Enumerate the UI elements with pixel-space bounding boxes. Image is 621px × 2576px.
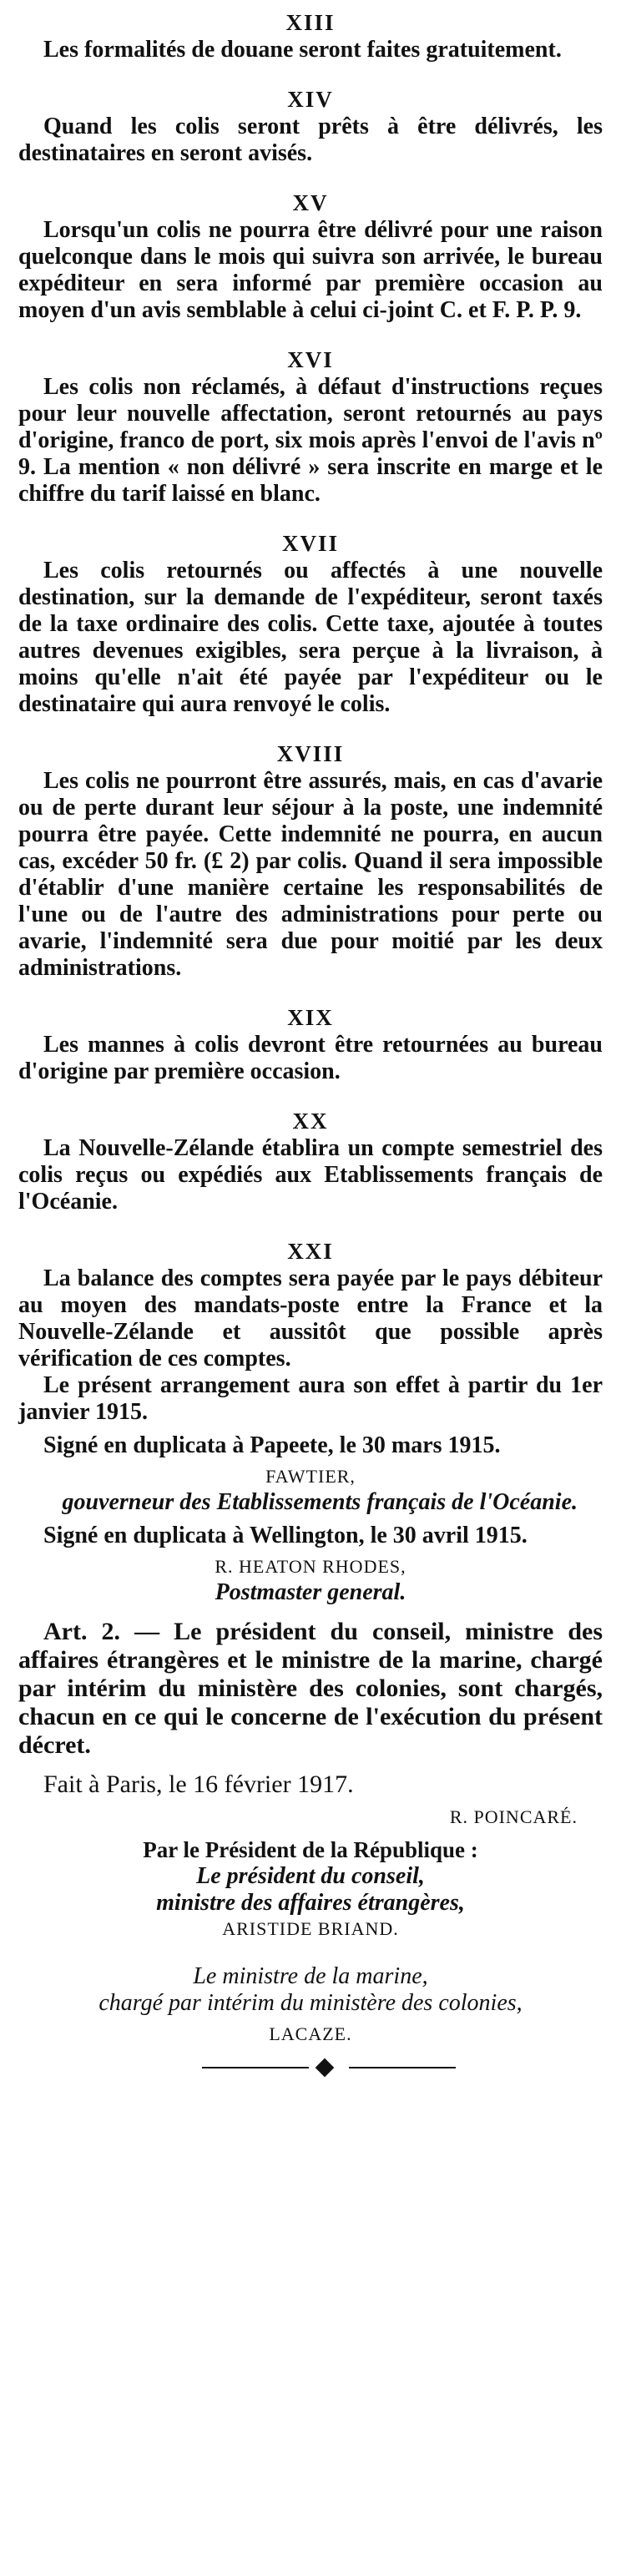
section-text: Les colis retournés ou affectés à une nouvelle destination, sur la demande de l'expéditeur, seront taxés de la taxe ordinaire des colis. Cette taxe, ajoutée à toutes autres devenues exigibles, sera perçue à la livraison, à moins qu'elle n'ait été payée par l'expéditeur ou le destinataire qui aura renvoyé le colis. [18,558,603,717]
marine-title-1: Le ministre de la marine, [193,1963,428,1989]
section-numeral: XVII [281,531,339,556]
section-xxi [18,1237,603,1426]
section-text: La balance des comptes sera payée par le pays débiteur au moyen des mandats-poste entre la France et la Nouvelle-Zélande et aussitôt que possible après vérification de ces comptes. [18,1265,603,1371]
decree-article-2 [18,1618,603,1760]
signature-papeete [18,1432,603,1516]
ornament-right-line [349,2067,456,2068]
signatory-title-rhodes: Postmaster general. [215,1579,406,1605]
section-numeral: XVI [287,347,334,372]
signed-papeete-line: Signé en duplicata à Papeete, le 30 mars 1915. [43,1432,501,1458]
par-le-president-line: Par le Président de la République : [143,1837,478,1862]
section-xx [18,1107,603,1215]
section-numeral: XV [292,190,329,215]
signatory-title-fawtier: gouverneur des Etablissements français de l'Océanie. [62,1489,578,1515]
section-text: Les mannes à colis devront être retournées au bureau d'origine par première occasion. [18,1032,603,1084]
section-xv [18,189,603,324]
section-numeral: XIII [285,10,336,35]
section-xiii [18,8,603,63]
section-text: Les colis ne pourront être assurés, mais, en cas d'avarie ou de perte durant leur séjour à la poste, une indemnité pourra être payée. Cette indemnité ne pourra, en aucun cas, excéder 50 fr. (£ 2) par colis. Quand il sera impossible d'établir d'une manière certaine les responsabilités de l'une ou de l'autre des administrations pour perte ou avarie, l'indemnité sera due pour moitié par les deux administrations. [18,768,603,981]
signatory-name-fawtier: FAWTIER, [265,1466,356,1487]
president-conseil-title-1: Le président du conseil, [196,1863,425,1889]
section-xvi [18,346,603,508]
section-xiv [18,85,603,167]
signatory-name-lacaze: LACAZE. [269,2023,352,2044]
section-text: Lorsqu'un colis ne pourra être délivré pour une raison quelconque dans le mois qui suivra son arrivée, le bureau expéditeur en sera informé par première occasion au moyen d'un avis semblable à celui ci-joint C. et F. P. P. 9. [18,217,603,323]
fait-a-paris-line: Fait à Paris, le 16 février 1917. [43,1770,354,1798]
section-text: Quand les colis seront prêts à être délivrés, les destinataires en seront avisés. [18,114,603,166]
article-2-text: Art. 2. — Le président du conseil, ministre des affaires étrangères et le ministre de la marine, chargé par intérim du ministère des colonies, sont chargés, chacun en ce qui le concerne de l'exécution du présent décret. [18,1618,603,1759]
section-text: Les colis non réclamés, à défaut d'instructions reçues pour leur nouvelle affectation, seront retournés au pays d'origine, franco de port, six mois après l'envoi de l'avis nº 9. La mention « non délivré » sera inscrite en marge et le chiffre du tarif laissé en blanc. [18,374,603,507]
section-numeral: XXI [287,1239,334,1264]
signatory-name-briand: ARISTIDE BRIAND. [222,1918,399,1939]
closing-ornament-rule [18,2055,603,2080]
section-xviii [18,740,603,982]
marine-title-2: chargé par intérim du ministère des colonies, [98,1990,523,2016]
signature-wellington [18,1523,603,1606]
signatory-name-poincare: R. POINCARÉ. [449,1806,578,1827]
section-numeral: XVIII [276,741,345,766]
section-numeral: XX [292,1109,329,1134]
section-xvii [18,529,603,718]
section-xix [18,1003,603,1085]
effective-date-text: Le présent arrangement aura son effet à partir du 1er janvier 1915. [18,1372,603,1425]
signatory-name-rhodes: R. HEATON RHODES, [215,1556,406,1577]
signed-wellington-line: Signé en duplicata à Wellington, le 30 avril 1915. [43,1523,528,1548]
ornament-left-line [202,2067,309,2068]
section-numeral: XIX [287,1005,334,1030]
section-text: La Nouvelle-Zélande établira un compte semestriel des colis reçus ou expédiés aux Etablissements français de l'Océanie. [18,1135,603,1215]
section-numeral: XIV [287,87,334,112]
section-text: Les formalités de douane seront faites gratuitement. [43,37,562,63]
president-conseil-title-2: ministre des affaires étrangères, [156,1890,465,1916]
decree-signatures [18,1770,603,2047]
ornament-diamond [316,2058,335,2078]
